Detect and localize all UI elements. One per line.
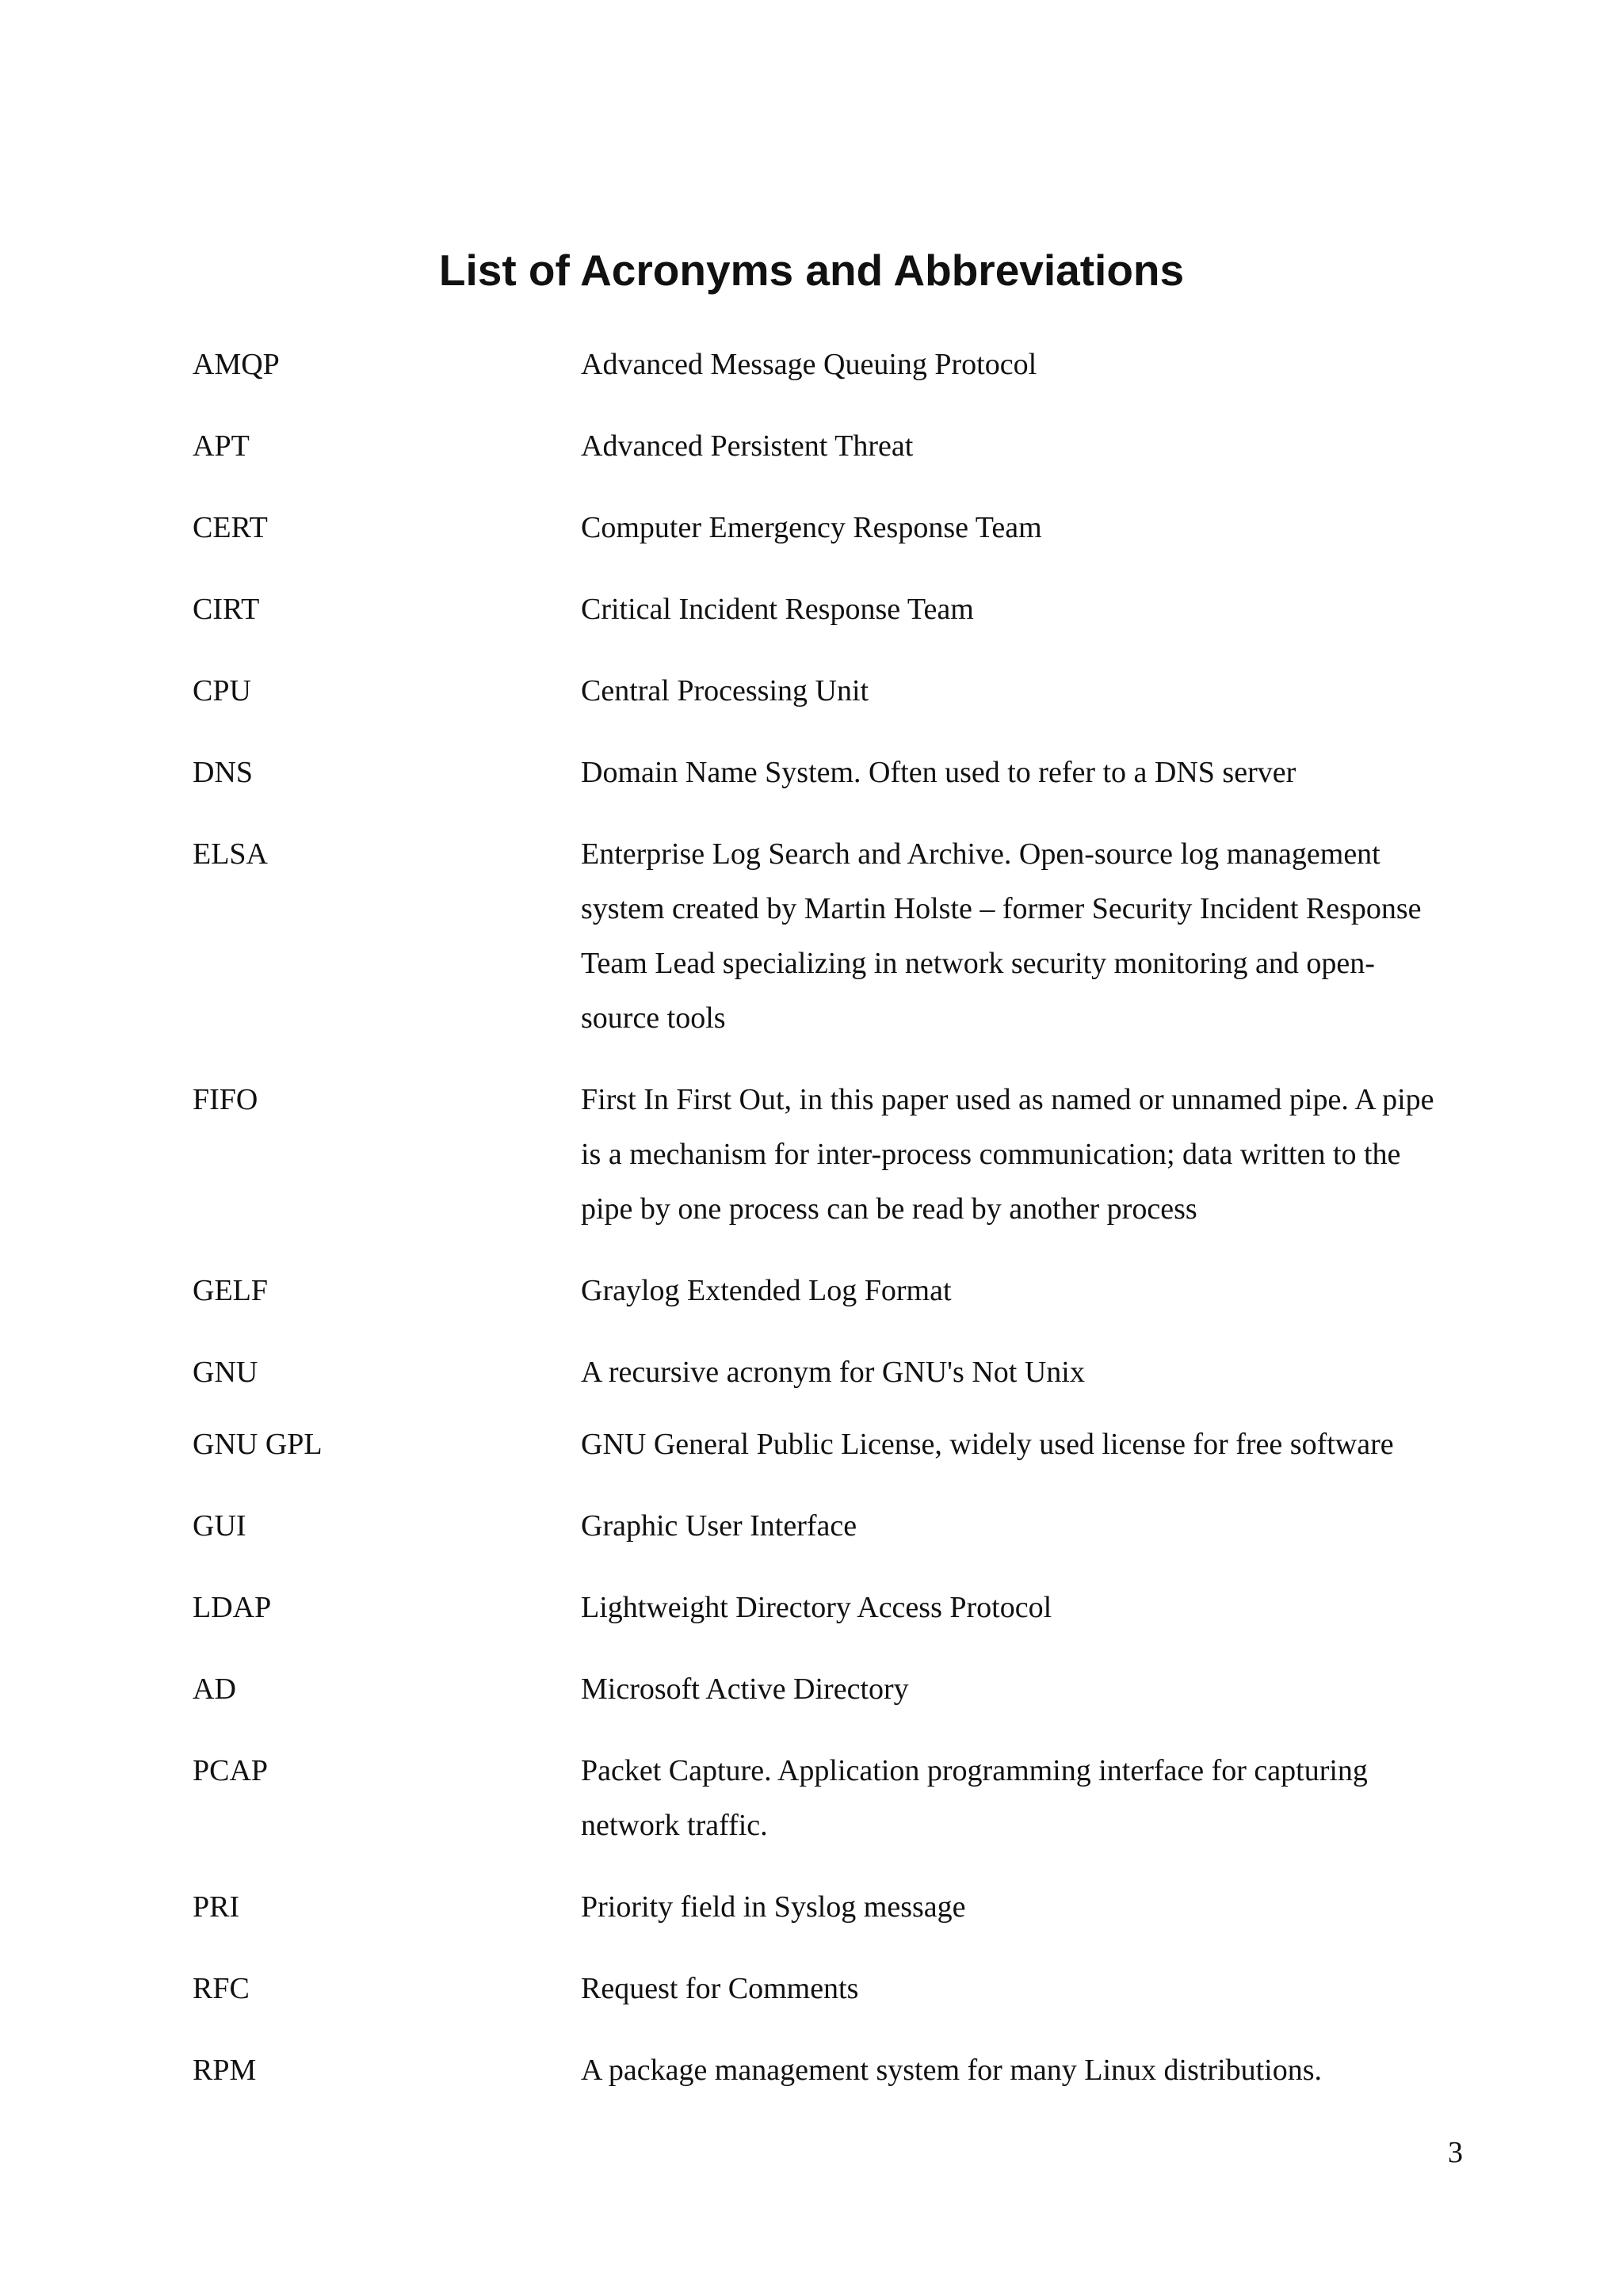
acronym-definition: Enterprise Log Search and Archive. Open-source log management system created by Martin Holste – former Security Incident Response Team Lead specializing in network security monitoring and open-source tools — [581, 837, 1422, 1035]
acronym-row — [193, 1073, 1461, 1237]
acronym-row — [193, 582, 1461, 637]
acronym-definition: First In First Out, in this paper used as named or unnamed pipe. A pipe is a mechanism for inter-process communication; data written to the pipe by one process can be read by another process — [581, 1083, 1434, 1226]
acronym-term: GELF — [193, 1274, 268, 1307]
acronym-term: RPM — [193, 2054, 257, 2087]
acronym-term: PRI — [193, 1890, 240, 1924]
acronym-definition: GNU General Public License, widely used license for free software — [581, 1428, 1394, 1461]
page-number: 3 — [1448, 2136, 1463, 2169]
acronym-term: CERT — [193, 511, 268, 544]
acronym-row — [193, 419, 1461, 474]
acronym-definition: Central Processing Unit — [581, 674, 869, 707]
acronym-term: DNS — [193, 756, 254, 789]
acronym-term: PCAP — [193, 1754, 269, 1787]
acronym-term: APT — [193, 429, 250, 463]
acronym-term: GUI — [193, 1509, 246, 1543]
acronym-definition: Graphic User Interface — [581, 1509, 857, 1543]
acronym-term: CIRT — [193, 593, 260, 626]
acronym-row — [193, 1499, 1461, 1554]
acronym-row — [193, 501, 1461, 555]
acronym-term: GNU GPL — [193, 1428, 323, 1461]
acronym-row — [193, 1417, 1461, 1472]
acronym-definition: A recursive acronym for GNU's Not Unix — [581, 1356, 1085, 1389]
acronym-term: GNU — [193, 1356, 258, 1389]
acronym-definition: Priority field in Syslog message — [581, 1890, 966, 1924]
acronym-term: AD — [193, 1672, 236, 1706]
acronym-row — [193, 827, 1461, 1046]
acronym-definition: Critical Incident Response Team — [581, 593, 974, 626]
acronym-row — [193, 1264, 1461, 1318]
acronym-definition: A package management system for many Linux distributions. — [581, 2054, 1323, 2087]
acronym-row — [193, 2043, 1461, 2098]
acronym-definition: Request for Comments — [581, 1972, 859, 2005]
acronym-row — [193, 1581, 1461, 1635]
acronym-definition: Packet Capture. Application programming interface for capturing network traffic. — [581, 1754, 1368, 1842]
acronym-row — [193, 338, 1461, 392]
acronym-term: ELSA — [193, 837, 268, 871]
acronym-definition: Computer Emergency Response Team — [581, 511, 1042, 544]
acronym-term: FIFO — [193, 1083, 258, 1116]
acronym-term: LDAP — [193, 1591, 272, 1624]
acronym-row — [193, 664, 1461, 719]
acronym-term: CPU — [193, 674, 251, 707]
acronym-row — [193, 1962, 1461, 2016]
acronym-row — [193, 1662, 1461, 1717]
acronym-definition: Domain Name System. Often used to refer to a DNS server — [581, 756, 1296, 789]
acronym-row — [193, 1880, 1461, 1935]
acronym-definition: Advanced Persistent Threat — [581, 429, 914, 463]
acronym-row — [193, 746, 1461, 800]
acronym-row — [193, 1744, 1461, 1853]
acronym-definition: Graylog Extended Log Format — [581, 1274, 952, 1307]
acronym-definition: Lightweight Directory Access Protocol — [581, 1591, 1052, 1624]
acronym-definition: Microsoft Active Directory — [581, 1672, 909, 1706]
acronym-term: RFC — [193, 1972, 250, 2005]
page-title: List of Acronyms and Abbreviations — [438, 246, 1185, 295]
acronym-row — [193, 1345, 1461, 1400]
acronym-term: AMQP — [193, 348, 280, 381]
acronym-definition: Advanced Message Queuing Protocol — [581, 348, 1037, 381]
acronym-list — [193, 338, 1461, 2098]
